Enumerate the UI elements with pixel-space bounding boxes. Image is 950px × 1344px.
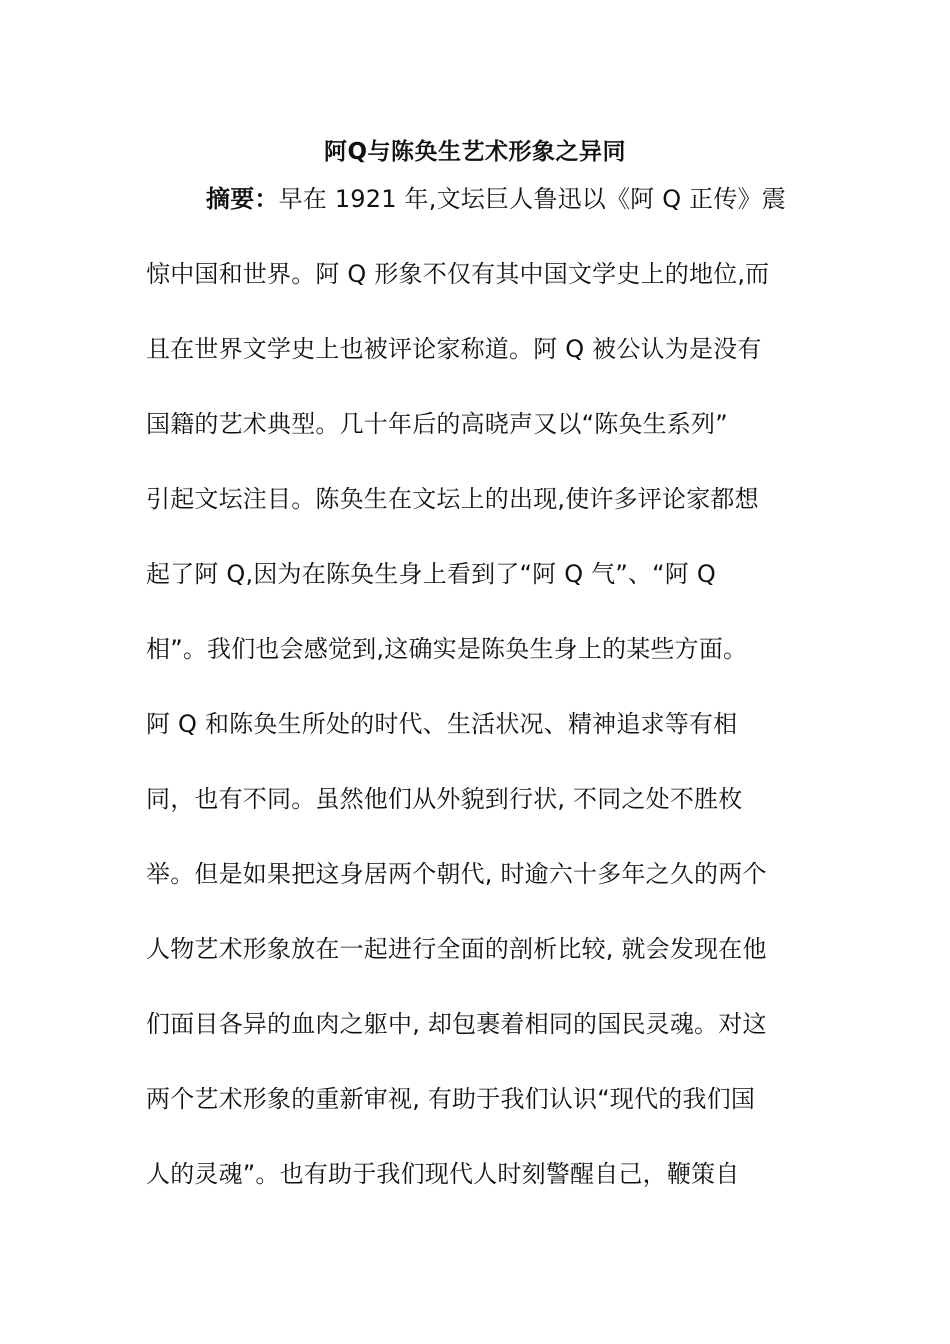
document-title: 阿Q与陈奂生艺术形象之异同 [323, 139, 627, 165]
abstract-label: 摘要： [206, 185, 279, 213]
abstract-line-12: 们面目各异的血肉之躯中, 却包裹着相同的国民灵魂。对这 [146, 1010, 767, 1038]
abstract-line-2: 惊中国和世界。阿 Q 形象不仅有其中国文学史上的地位,而 [146, 260, 770, 288]
abstract-line-7: 相”。我们也会感觉到,这确实是陈奂生身上的某些方面。 [146, 635, 748, 663]
abstract-line-14: 人的灵魂”。也有助于我们现代人时刻警醒自己，鞭策自 [146, 1160, 740, 1188]
abstract-line-1 [206, 177, 806, 221]
abstract-line-6: 起了阿 Q,因为在陈奂生身上看到了“阿 Q 气”、“阿 Q [146, 560, 716, 588]
abstract-line-text: 早在 1921 年,文坛巨人鲁迅以《阿 Q 正传》震 [278, 185, 786, 213]
abstract-line-3: 且在世界文学史上也被评论家称道。阿 Q 被公认为是没有 [146, 335, 762, 363]
abstract-line-9: 同，也有不同。虽然他们从外貌到行状, 不同之处不胜枚 [146, 785, 743, 813]
abstract-line-11: 人物艺术形象放在一起进行全面的剖析比较, 就会发现在他 [146, 935, 767, 963]
abstract-line-10: 举。但是如果把这身居两个朝代, 时逾六十多年之久的两个 [146, 860, 767, 888]
abstract-line-8: 阿 Q 和陈奂生所处的时代、生活状况、精神追求等有相 [146, 710, 738, 738]
abstract-line-5: 引起文坛注目。陈奂生在文坛上的出现,使许多评论家都想 [146, 485, 759, 513]
abstract-line-13: 两个艺术形象的重新审视, 有助于我们认识“现代的我们国 [146, 1085, 756, 1113]
abstract-line-4: 国籍的艺术典型。几十年后的高晓声又以“陈奂生系列” [146, 410, 728, 438]
